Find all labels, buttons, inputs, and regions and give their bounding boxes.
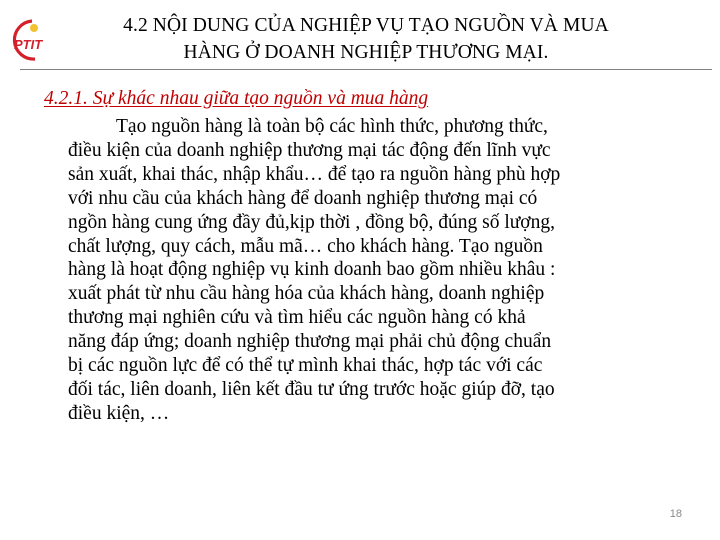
paragraph-line: Tạo nguồn hàng là toàn bộ các hình thức, phương thức, xyxy=(116,116,548,137)
title-line-2: HÀNG Ở DOANH NGHIỆP THƯƠNG MẠI. xyxy=(183,42,549,63)
paragraph-line: điều kiện, … xyxy=(68,402,170,424)
paragraph-line: ngồn hàng cung ứng đầy đủ,kịp thời , đồng bộ, đúng số lượng, xyxy=(68,211,555,233)
paragraph-line: năng đáp ứng; doanh nghiệp thương mại phải chủ động chuẩn xyxy=(68,331,552,353)
title-divider xyxy=(20,69,712,70)
body-paragraph xyxy=(68,115,680,426)
paragraph-line: xuất phát từ nhu cầu hàng hóa của khách hàng, doanh nghiệp xyxy=(68,283,545,305)
section-subtitle: 4.2.1. Sự khác nhau giữa tạo nguồn và mua hàng xyxy=(44,88,429,109)
paragraph-line: thương mại nghiên cứu và tìm hiểu các nguồn hàng có khả xyxy=(68,307,526,329)
slide-title xyxy=(56,12,676,66)
title-line-1: 4.2 NỘI DUNG CỦA NGHIỆP VỤ TẠO NGUỒN VÀ MUA xyxy=(123,15,609,36)
paragraph-line: điều kiện của doanh nghiệp thương mại tác động đến lĩnh vực xyxy=(68,139,551,161)
paragraph-line: bị các nguồn lực để có thể tự mình khai thác, hợp tác với các xyxy=(68,355,543,377)
paragraph-line: hàng là hoạt động nghiệp vụ kinh doanh bao gồm nhiều khâu : xyxy=(68,259,556,281)
paragraph-line: đối tác, liên doanh, liên kết đầu tư ứng trước hoặc giúp đỡ, tạo xyxy=(68,378,555,400)
paragraph-line: chất lượng, quy cách, mẫu mã… cho khách hàng. Tạo nguồn xyxy=(68,235,543,257)
page-number: 18 xyxy=(669,508,682,520)
paragraph-line: sản xuất, khai thác, nhập khẩu… để tạo ra nguồn hàng phù hợp xyxy=(68,163,561,185)
paragraph-line: với nhu cầu của khách hàng để doanh nghiệp thương mại có xyxy=(68,187,538,209)
svg-text:PTIT: PTIT xyxy=(14,37,43,52)
